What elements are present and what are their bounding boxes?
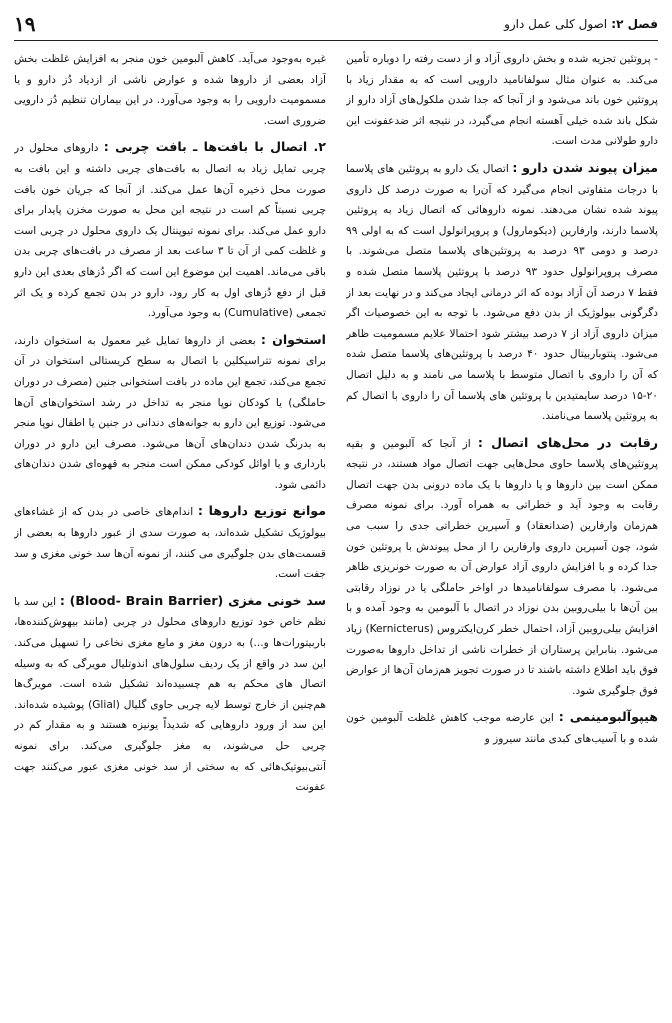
paragraph-heading: سد خونی مغزی (Blood- Brain Barrier) :	[59, 592, 326, 608]
chapter-label: فصل ۲:	[611, 17, 658, 31]
chapter-name: اصول کلی عمل دارو	[504, 17, 608, 31]
paragraph-heading: میزان پیوند شدن دارو :	[512, 159, 658, 175]
paragraph	[346, 158, 658, 427]
paragraph-heading: رقابت در محل‌های اتصال :	[477, 434, 658, 450]
paragraph-text: اندام‌های خاصی در بدن که از غشاءهای بیولوژیک تشکیل شده‌اند، به صورت سدی از عبور داروها به بعضی از قسمت‌های بدن جلوگیری می کنند، از نمونه آن‌ها سد خونی مغزی و سد جفت است.	[14, 506, 326, 581]
paragraph	[14, 330, 326, 496]
paragraph-text: داروهای محلول در چربی تمایل زیاد به اتصال به بافت‌های چربی داشته و این بافت به صورت محل ذخیره آن‌ها عمل می‌کند. از آنجا که جریان خون بافت چربی نسبتاً کم است در نتیجه این محل به صورت مخزن پایدار برای دارو عمل می‌کند. برای نمونه تیوپنتال یک داروی محلول در چربی است و غلظت کمی از آن تا ۳ ساعت بعد از مصرف در بافت‌های چربی بدن باقی می‌ماند. اهمیت این موضوع این است که اگر دُزهای بعدی این دارو قبل از دفع دُزهای اول به کار رود، دارو در بدن تجمع کرده و یک اثر تجمعی (Cumulative) به وجود می‌آورد.	[14, 142, 326, 320]
paragraph	[14, 501, 326, 584]
paragraph	[346, 433, 658, 702]
paragraph-heading: استخوان :	[260, 331, 326, 347]
paragraph-heading: هیپوآلبومینمی :	[558, 709, 658, 725]
paragraph	[346, 707, 658, 749]
paragraph-heading: ۲. اتصال با بافت‌ها ـ بافت چربی :	[103, 139, 326, 155]
paragraph	[14, 591, 326, 798]
paragraph-text: غیره به‌وجود می‌آید. کاهش آلبومین خون منجر به افزایش غلظت بخش آزاد بعضی از داروها شده و عوارض ناشی از ازدیاد دُز دارو و یا مسمومیت دارویی را به وجود می‌آورد. در این بیماران تنظیم دُز دارویی ضروری است.	[14, 53, 326, 127]
right-column	[346, 48, 658, 1017]
paragraph	[346, 48, 658, 152]
running-header	[14, 8, 658, 41]
paragraph-heading: موانع توزیع داروها :	[197, 503, 326, 519]
left-column	[14, 48, 326, 1017]
chapter-title	[504, 17, 658, 31]
paragraph-text: - پروتئین تجزیه شده و بخش داروی آزاد و از دست رفته را دوباره تأمین می‌کند. به عنوان مثال سولفانامید دارویی است که به مقدار زیاد با پروتئین خون باند می‌شود و از آنجا که جدا شدن ملکول‌های آزاد دارو از شکل باند شده خیلی آهسته انجام می‌گیرد، در نتیجه اثر ضدعفونت این دارو طولانی مدت است.	[346, 53, 658, 148]
paragraph	[14, 48, 326, 131]
paragraph-text: از آنجا که آلبومین و بقیه پروتئین‌های پلاسما حاوی محل‌هایی جهت اتصال مواد هستند، در نتیجه ممکن است بین داروها و یا داروها با یک ماده درونی بدن جهت اتصال رقابت به وجود آید و خطراتی به همراه آورد. برای نمونه مصرف هم‌زمان وارفارین (ضدانعقاد) و آسپرین خطراتی جدی را سبب می شود، چون آسپرین داروی وارفارین را از محل پیوندش با پروتئین خون جدا کرده و با افزایش داروی آزاد عوارض آن به صورت خونریزی ظاهر می‌شود. با مصرف سولفانامیدها در اواخر حاملگی یا در نوزاد رقابتی بین آن‌ها با بیلی‌روبین بدن نوزاد در اتصال با آلبومین به وجود آمده و با افزایش بیلی‌روبین آزاد، احتمال خطر کرن‌ایکتروس (Kernicterus) زیاد می‌شود. بنابراین پرستاران از خطرات ناشی از تداخل داروها به‌صورت فوق باید اطلاع داشته باشند تا در صورت تجویز هم‌زمان آن‌ها از عوارض فوق جلوگیری شود.	[346, 437, 658, 697]
paragraph	[14, 137, 326, 323]
paragraph-text: بعضی از داروها تمایل غیر معمول به استخوان دارند، برای نمونه تتراسیکلین با اتصال به سطح کریستالی استخوان در آن تجمع می‌کند، تجمع این ماده در بافت استخوانی جنین (مصرف در دوران حاملگی) یا کودکان نوپا منجر به تداخل در رشد استخوان‌های آن‌ها می‌شود. توزیع این دارو به جوانه‌های دندانی در جنین یا اطفال نوپا منجر به بدرنگ شدن دندان‌های آن‌ها می‌شود. مصرف این دارو در دوران بارداری و یا اوائل کودکی ممکن است منجر به قهوه‌ای شدن دندان‌های دائمی شود.	[14, 334, 326, 491]
paragraph-text: اتصال یک دارو به پروتئین های پلاسما با درجات متفاوتی انجام می‌گیرد که آن‌را به صورت درصد کل داروی پیوند شده نشان می‌دهند. نمونه داروهائی که اتصال زیاد به پروتئین پلاسما دارند، وارفارین (دیکومارول) و پروپرانولول است که به اولی ۹۹ درصد و دومی ۹۳ درصد به پروتئین‌های پلاسما متصل می‌شوند. با مصرف پروپرانولول حدود ۹۳ درصد با پروتئین پلاسما متصل شده و فقط ۷ درصد آن آزاد بوده که اثر درمانی ایجاد می‌کند و در نهایت بعد از دگرگونی بیولوژیک از بدن دفع می‌شود. با توجه به این خصوصیات اگر میزان داروی آزاد از ۷ درصد بیشتر شود احتمالا علایم مسمومیت ظاهر می‌شود. پنتوباربیتال حدود ۴۰ درصد با پروتئین‌های پلاسما متصل شده که آن را داروی با اتصال متوسط با پلاسما می نامند و به دلیل اتصال ۲۰-۱۵ درصد سایمتیدین با پروتئین های پلاسما آن را داروی با اتصال کم به پروتئین پلاسما می‌نامند.	[346, 162, 658, 423]
page-number: ۱۹	[14, 12, 36, 36]
paragraph-text: این سد با نظم خاص خود توزیع داروهای محلول در چربی (مانند بیهوش‌کننده‌ها، باربیتورات‌ها و...) به درون مغز و مایع مغزی نخاعی را تسهیل می‌کند. این سد در واقع از یک ردیف سلول‌های اندوتلیال مویرگی که به وسیله اتصال های محکم به هم چسبیده‌اند تشکیل شده است. مویرگ‌ها هم‌چنین از خارج توسط لایه چربی حاوی گلیال (Glial) پوشیده شده‌اند. این سد از ورود داروهایی که شدیداً یونیزه هستند و به مقدار کم در چربی حل می‌شوند، به مغز جلوگیری می‌کند. برای نمونه آنتی‌بیوتیک‌هائی که به سختی از سد خونی مغزی عبور می‌کنند جهت عفونت	[14, 595, 326, 794]
paragraph-text: این عارضه موجب کاهش غلظت آلبومین خون شده و با آسیب‌های کبدی مانند سیروز و	[346, 712, 658, 745]
